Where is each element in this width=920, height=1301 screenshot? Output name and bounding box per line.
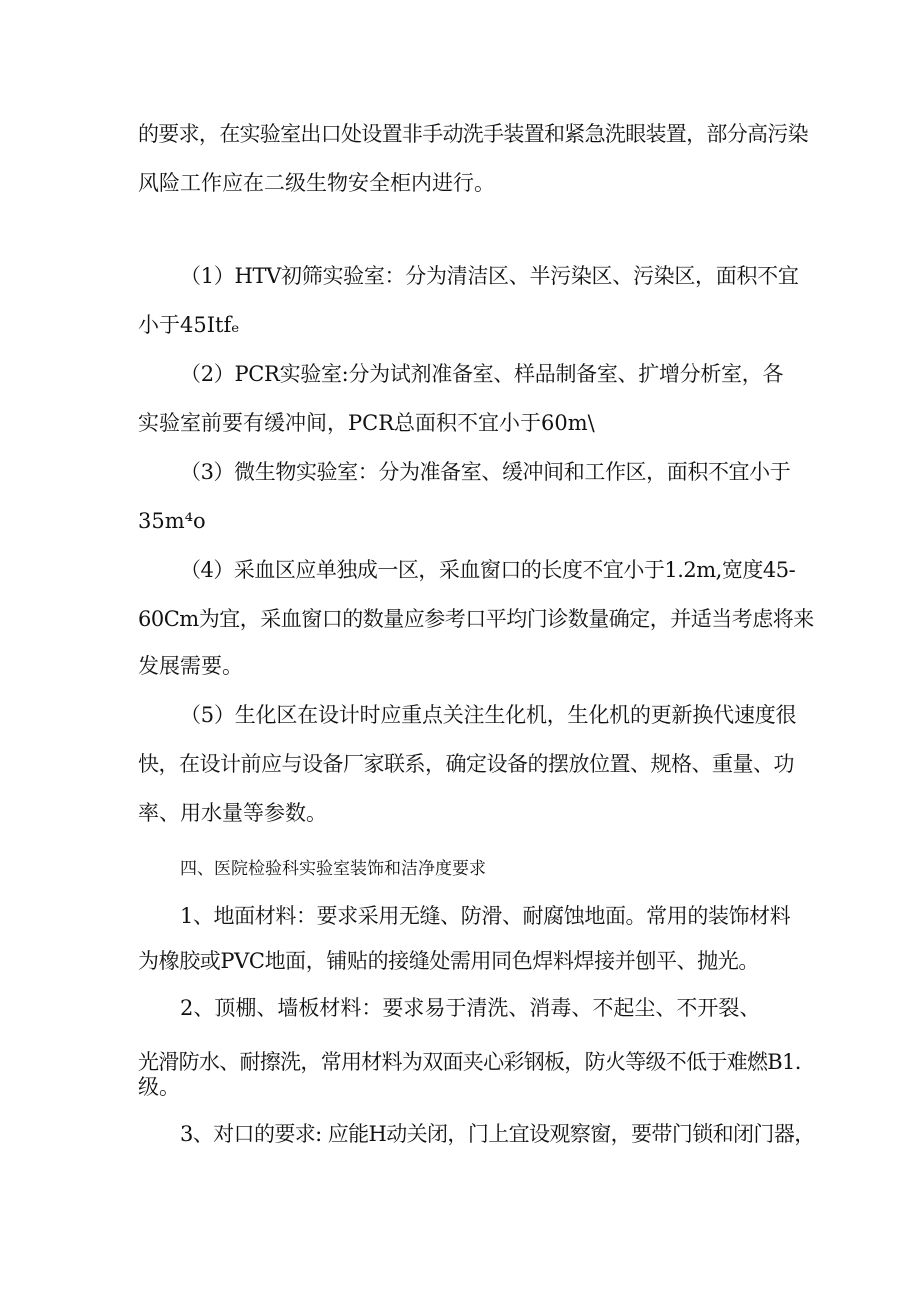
paragraph-line: 率、用水量等参数。	[138, 801, 327, 825]
paragraph-line: 快，在设计前应与设备厂家联系，确定设备的摆放位置、规格、重量、功	[138, 752, 794, 776]
paragraph-line: 为橡胶或PVC地面，铺贴的接缝处需用同色焊料焊接并刨平、抛光。	[138, 949, 759, 973]
paragraph-line: 风险工作应在二级生物安全柜内进行。	[138, 171, 495, 195]
paragraph-line: 实验室前要有缓冲间，PCR总面积不宜小于60m\	[138, 411, 595, 435]
paragraph-line: （2）PCR实验室:分为试剂准备室、样品制备室、扩增分析室，各	[180, 362, 784, 386]
paragraph-line: 小于45Itfₑ	[138, 313, 240, 337]
paragraph-line: 发展需要。	[138, 654, 243, 678]
paragraph-line: 3、对口的要求: 应能H动关闭，门上宜设观察窗，要带门锁和闭门器，	[180, 1122, 815, 1146]
paragraph-line: （4）采血区应单独成一区，采血窗口的长度不宜小于1.2m,宽度45-	[180, 558, 796, 582]
paragraph-line: 2、顶棚、墙板材料：要求易于清洗、消毒、不起尘、不开裂、	[180, 996, 761, 1020]
paragraph-line: 1、地面材料：要求采用无缝、防滑、耐腐蚀地面。常用的装饰材料	[180, 904, 791, 928]
paragraph-line: 光滑防水、耐擦洗，常用材料为双面夹心彩钢板，防火等级不低于难燃B1.	[138, 1050, 801, 1074]
paragraph-line: 级。	[138, 1075, 180, 1099]
paragraph-line: （3）微生物实验室：分为准备室、缓冲间和工作区，面积不宜小于	[180, 460, 791, 484]
paragraph-line: （1）HTV初筛实验室：分为清洁区、半污染区、污染区，面积不宜	[180, 264, 799, 288]
paragraph-line: （5）生化区在设计时应重点关注生化机，生化机的更新换代速度很	[180, 703, 797, 727]
paragraph-line: 的要求，在实验室出口处设置非手动洗手装置和紧急洗眼装置，部分高污染	[138, 122, 808, 146]
section-heading: 四、医院检验科实验室装饰和洁净度要求	[180, 859, 486, 879]
paragraph-line: 35m⁴o	[138, 509, 206, 533]
paragraph-line: 60Cm为宜，采血窗口的数量应参考口平均门诊数量确定，并适当考虑将来	[138, 607, 814, 631]
